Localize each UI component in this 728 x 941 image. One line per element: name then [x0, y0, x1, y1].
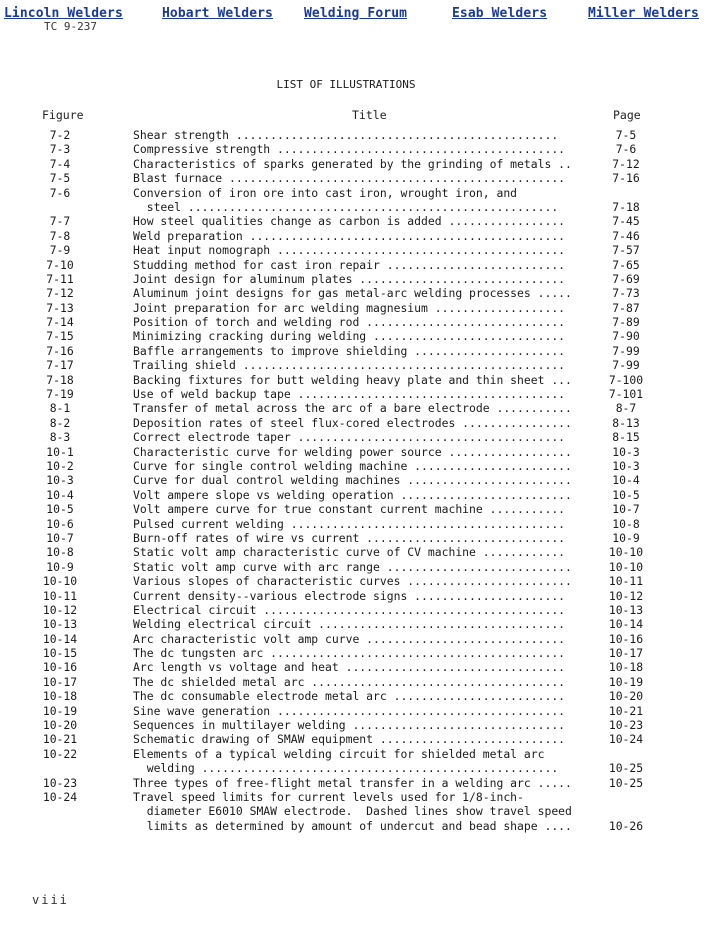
figure-title: Position of torch and welding rod .............................	[133, 315, 566, 330]
page-reference: 7-99	[612, 343, 640, 358]
list-item	[0, 214, 728, 228]
list-item	[0, 718, 728, 732]
figure-title: Elements of a typical welding circuit for shielded metal arc welding ....................................................	[133, 746, 559, 776]
figure-title: Three types of free-flight metal transfer in a welding arc .....	[133, 775, 572, 790]
figure-title: Shear strength ...............................................	[133, 128, 559, 142]
list-item	[0, 445, 728, 459]
figure-title: The dc tungsten arc ...........................................	[133, 646, 566, 661]
figure-number: 10-3	[46, 473, 74, 488]
figure-number: 10-14	[42, 631, 78, 646]
figure-number: 8-2	[49, 415, 71, 430]
page-reference: 7-65	[612, 257, 640, 272]
list-item	[0, 358, 728, 372]
page-reference: 10-23	[608, 718, 644, 733]
figure-number: 7-15	[46, 329, 74, 344]
list-item	[0, 315, 728, 329]
figure-title: Studding method for cast iron repair ..........................	[133, 257, 566, 272]
page-reference: 8-13	[612, 415, 640, 430]
figure-number: 7-18	[46, 372, 74, 387]
page-reference: 7-57	[612, 243, 640, 258]
figure-number: 7-13	[46, 300, 74, 315]
list-item	[0, 387, 728, 401]
page-reference: 8-7	[615, 401, 637, 416]
page-number: viii	[32, 893, 69, 907]
page-reference: 10-25	[608, 775, 644, 790]
figure-title: Characteristics of sparks generated by the grinding of metals ..	[133, 156, 572, 171]
page-reference: 10-7	[612, 502, 640, 517]
figure-number: 10-24	[42, 790, 78, 804]
figure-number: 7-10	[46, 257, 74, 272]
list-item	[0, 430, 728, 444]
top-navigation	[0, 6, 728, 24]
list-item	[0, 344, 728, 358]
figure-title: Conversion of iron ore into cast iron, wrought iron, and steel ......................................................	[133, 185, 559, 214]
figure-number: 10-20	[42, 718, 78, 733]
nav-link-welding-forum[interactable]: Welding Forum	[304, 6, 408, 21]
figure-number: 7-9	[49, 243, 71, 258]
page-heading	[0, 78, 700, 91]
page-reference: 8-15	[612, 430, 640, 445]
figure-title: Deposition rates of steel flux-cored electrodes ................	[133, 415, 572, 430]
page-reference: 10-10	[608, 559, 644, 574]
list-item	[0, 589, 728, 603]
list-item	[0, 301, 728, 315]
figure-number: 7-17	[46, 358, 74, 373]
figure-number: 10-5	[46, 502, 74, 517]
list-item	[0, 632, 728, 646]
page-reference: 7-101	[608, 387, 644, 402]
figure-number: 7-16	[46, 343, 74, 358]
page-reference: 7-6	[615, 142, 637, 157]
page-reference: 7-16	[612, 171, 640, 186]
figure-title: How steel qualities change as carbon is added .................	[133, 214, 566, 229]
figure-number: 10-2	[46, 459, 74, 473]
page-reference: 10-16	[608, 631, 644, 646]
figure-number: 10-22	[42, 746, 78, 761]
figure-number: 10-19	[42, 703, 78, 718]
nav-link-esab-welders[interactable]: Esab Welders	[452, 6, 548, 21]
figure-title: Pulsed current welding ........................................	[133, 516, 566, 531]
figure-number: 10-17	[42, 674, 78, 689]
figure-number: 10-6	[46, 516, 74, 531]
figure-number: 8-3	[49, 430, 71, 445]
figure-title: Transfer of metal across the arc of a bare electrode ...........	[133, 401, 572, 416]
page-reference: 10-11	[608, 574, 644, 589]
list-item	[0, 401, 728, 415]
figure-number: 10-21	[42, 732, 78, 747]
page-reference: 10-18	[608, 660, 644, 675]
list-item	[0, 473, 728, 487]
list-item	[0, 157, 728, 171]
figure-title: Curve for single control welding machine .......................	[133, 459, 572, 473]
figure-title: Weld preparation ..............................................	[133, 228, 566, 243]
list-item	[0, 329, 728, 343]
nav-link-hobart-welders[interactable]: Hobart Welders	[162, 6, 273, 21]
figure-number: 7-19	[46, 387, 74, 402]
figure-number: 7-7	[49, 214, 71, 229]
list-item	[0, 459, 728, 473]
figure-number: 10-10	[42, 574, 78, 589]
page-reference: 7-46	[612, 228, 640, 243]
list-item	[0, 574, 728, 588]
list-item	[0, 531, 728, 545]
document-id: TC 9-237	[44, 20, 97, 33]
figure-number: 10-18	[42, 689, 78, 704]
page-reference: 10-3	[612, 444, 640, 459]
list-item	[0, 517, 728, 531]
figure-title: Electrical circuit ............................................	[133, 602, 566, 617]
page-reference: 10-12	[608, 588, 644, 603]
figure-number: 10-23	[42, 775, 78, 790]
page-reference: 10-24	[608, 732, 644, 747]
list-item	[0, 790, 728, 833]
figure-title: Aluminum joint designs for gas metal-arc welding processes .....	[133, 286, 572, 301]
page-reference: 7-12	[612, 156, 640, 171]
figure-title: Backing fixtures for butt welding heavy plate and thin sheet ...	[133, 372, 572, 387]
figure-title: Joint design for aluminum plates ..............................	[133, 271, 566, 286]
figure-title: Characteristic curve for welding power source ..................	[133, 444, 572, 459]
figure-title: Volt ampere curve for true constant current machine ...........	[133, 502, 566, 517]
figure-title: Burn-off rates of wire vs current .............................	[133, 530, 566, 545]
page-reference: 10-25	[608, 761, 644, 776]
figure-number: 7-4	[49, 156, 71, 171]
figure-title: Compressive strength ..........................................	[133, 142, 566, 157]
figure-number: 7-8	[49, 228, 71, 243]
page-reference: 7-18	[612, 199, 640, 214]
figure-title: Static volt amp curve with arc range ...........................	[133, 559, 572, 574]
page-reference: 7-73	[612, 286, 640, 301]
illustrations-list	[0, 128, 728, 833]
list-item	[0, 243, 728, 257]
list-item	[0, 488, 728, 502]
page-reference: 10-9	[612, 530, 640, 545]
figure-title: Current density--various electrode signs ......................	[133, 588, 566, 603]
page-reference: 7-45	[612, 214, 640, 229]
list-item	[0, 603, 728, 617]
nav-link-lincoln-welders[interactable]: Lincoln Welders	[4, 6, 123, 21]
figure-title: Trailing shield ...............................................	[133, 358, 566, 373]
figure-title: Joint preparation for arc welding magnesium ...................	[133, 300, 566, 315]
list-item	[0, 416, 728, 430]
figure-title: Correct electrode taper .......................................	[133, 430, 566, 445]
page-reference: 10-4	[612, 473, 640, 488]
figure-title: Travel speed limits for current levels used for 1/8-inch- diameter E6010 SMAW electrode. Dashed lines show travel speed limits as determined by amount of undercut and bead shape ....	[133, 790, 572, 833]
figure-title: Use of weld backup tape .......................................	[133, 387, 566, 402]
figure-number: 7-2	[49, 128, 71, 142]
page-reference: 10-3	[612, 459, 640, 473]
figure-number: 7-6	[49, 185, 71, 200]
list-item	[0, 229, 728, 243]
figure-title: Minimizing cracking during welding ............................	[133, 329, 566, 344]
list-item	[0, 617, 728, 631]
list-item	[0, 286, 728, 300]
figure-title: Arc characteristic volt amp curve .............................	[133, 631, 566, 646]
figure-number: 10-13	[42, 617, 78, 632]
figure-title: Various slopes of characteristic curves ........................	[133, 574, 572, 589]
list-item	[0, 272, 728, 286]
figure-number: 10-7	[46, 530, 74, 545]
figure-number: 8-1	[49, 401, 71, 416]
page-reference: 10-26	[608, 818, 644, 833]
figure-number: 7-12	[46, 286, 74, 301]
page-reference: 10-19	[608, 674, 644, 689]
nav-link-miller-welders[interactable]: Miller Welders	[588, 6, 699, 21]
list-item	[0, 373, 728, 387]
figure-title: Sequences in multilayer welding ...............................	[133, 718, 566, 733]
figure-number: 10-12	[42, 602, 78, 617]
page-reference: 7-89	[612, 315, 640, 330]
figure-number: 10-15	[42, 646, 78, 661]
column-header-title: Title	[352, 108, 387, 122]
heading-text: LIST OF ILLUSTRATIONS	[276, 78, 416, 91]
figure-number: 10-11	[42, 588, 78, 603]
page-reference: 10-20	[608, 689, 644, 704]
list-item	[0, 128, 728, 142]
list-item	[0, 142, 728, 156]
list-item	[0, 704, 728, 718]
list-item	[0, 660, 728, 674]
list-item	[0, 776, 728, 790]
page-reference: 10-14	[608, 617, 644, 632]
list-item	[0, 732, 728, 746]
list-item	[0, 689, 728, 703]
page-reference: 10-17	[608, 646, 644, 661]
list-item	[0, 560, 728, 574]
figure-number: 10-8	[46, 545, 74, 560]
list-item	[0, 545, 728, 559]
page-reference: 10-21	[608, 703, 644, 718]
column-header-figure: Figure	[42, 108, 84, 122]
figure-title: The dc consumable electrode metal arc .........................	[133, 689, 566, 704]
figure-title: Heat input nomograph ..........................................	[133, 243, 566, 258]
page-reference: 10-13	[608, 602, 644, 617]
figure-number: 10-16	[42, 660, 78, 675]
figure-title: Arc length vs voltage and heat ................................	[133, 660, 566, 675]
figure-number: 10-1	[46, 444, 74, 459]
figure-title: Static volt amp characteristic curve of CV machine ............	[133, 545, 566, 560]
page-reference: 7-90	[612, 329, 640, 344]
figure-title: Sine wave generation ..........................................	[133, 703, 566, 718]
list-item	[0, 258, 728, 272]
list-item	[0, 646, 728, 660]
figure-number: 10-4	[46, 487, 74, 502]
list-item	[0, 171, 728, 185]
figure-title: Volt ampere slope vs welding operation .........................	[133, 487, 572, 502]
figure-title: Schematic drawing of SMAW equipment ...........................	[133, 732, 566, 747]
figure-number: 7-11	[46, 271, 74, 286]
figure-title: The dc shielded metal arc .....................................	[133, 674, 566, 689]
figure-number: 7-14	[46, 315, 74, 330]
list-item	[0, 502, 728, 516]
list-item	[0, 675, 728, 689]
figure-title: Curve for dual control welding machines ........................	[133, 473, 572, 488]
page-reference: 7-99	[612, 358, 640, 373]
page-reference: 7-69	[612, 271, 640, 286]
page-reference: 10-5	[612, 487, 640, 502]
page-reference: 10-8	[612, 516, 640, 531]
page-reference: 10-10	[608, 545, 644, 560]
figure-title: Baffle arrangements to improve shielding ......................	[133, 343, 566, 358]
figure-number: 7-5	[49, 171, 71, 186]
figure-number: 7-3	[49, 142, 71, 157]
figure-title: Welding electrical circuit ....................................	[133, 617, 566, 632]
list-item	[0, 747, 728, 776]
page-reference: 7-100	[608, 372, 644, 387]
figure-title: Blast furnace .................................................	[133, 171, 566, 186]
page-reference: 7-5	[615, 128, 637, 142]
figure-number: 10-9	[46, 559, 74, 574]
page-reference: 7-87	[612, 300, 640, 315]
list-item	[0, 186, 728, 215]
column-header-page: Page	[613, 108, 641, 122]
